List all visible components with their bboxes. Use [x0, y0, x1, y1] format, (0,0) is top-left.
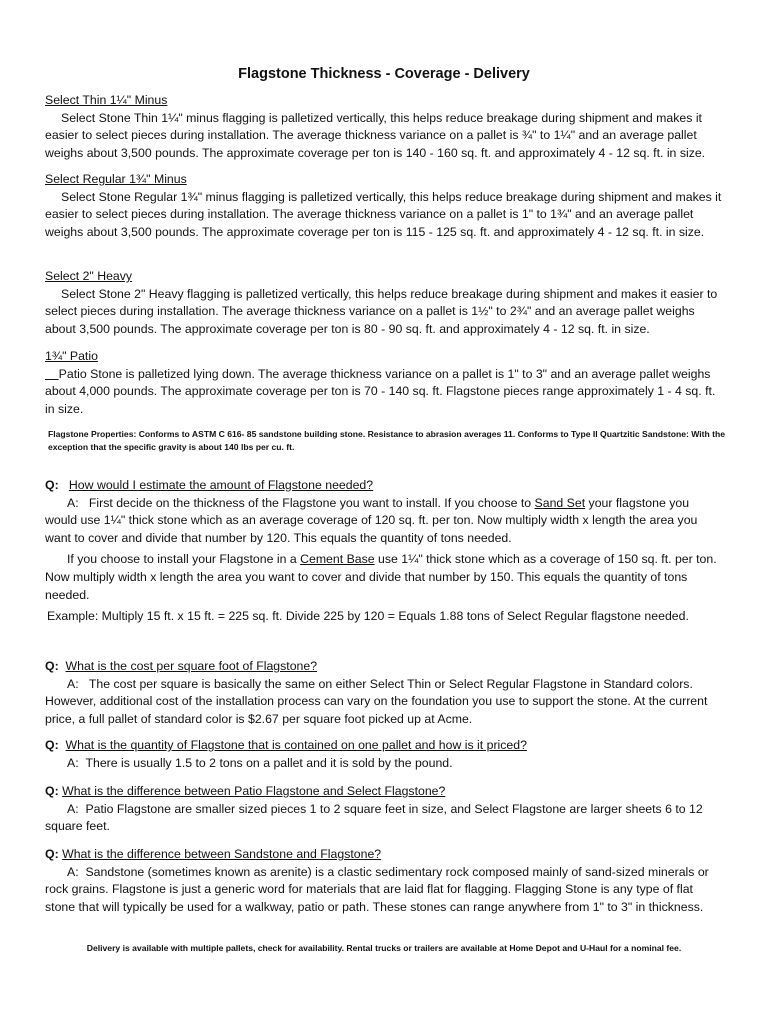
question-text: How would I estimate the amount of Flagstone needed?: [68, 478, 374, 492]
section-heading: Select Regular 1¾" Minus: [45, 172, 187, 186]
faq-question: Q: How would I estimate the amount of Flagstone needed?: [45, 478, 374, 492]
section-body-text: Patio Stone is palletized lying down. The average thickness variance on a pallet is 1" to 3" and an average pallet weighs about 4,000 pounds. The approximate coverage per ton is 70 - 140 sq. ft. Flagstone pieces range approximately 1 - 4 sq. ft. in size.: [45, 366, 716, 416]
faq-answer: A: The cost per square is basically the same on either Select Thin or Select Regular Flagstone in Standard colors. However, additional cost of the installation process can vary on the foundation you use to support the stone. At the current price, a full pallet of standard color is $2.67 per square foot picked up at Acme.: [45, 676, 708, 726]
faq-q1: [45, 477, 723, 626]
faq-question: Q: What is the cost per square foot of Flagstone?: [45, 659, 318, 673]
section-heading: Select Thin 1¼" Minus: [45, 93, 168, 107]
faq-q3: [45, 737, 723, 772]
faq-q4: [45, 783, 723, 836]
question-text: What is the quantity of Flagstone that is contained on one pallet and how is it priced?: [65, 738, 527, 752]
faq-answer: A: There is usually 1.5 to 2 tons on a pallet and it is sold by the pound.: [67, 755, 453, 770]
question-text: What is the cost per square foot of Flagstone?: [65, 659, 318, 673]
question-text: What is the difference between Sandstone and Flagstone?: [62, 847, 382, 861]
faq-answer-continued: If you choose to install your Flagstone in a Cement Base use 1¼" thick stone which as a coverage of 150 sq. ft. per ton. Now multiply width x length the area you want to cover and divide that number by 150. This equals the quantity of tons needed.: [45, 552, 717, 602]
section-select-heavy: [45, 268, 723, 338]
faq-q5: [45, 846, 723, 916]
faq-answer: A: Patio Flagstone are smaller sized pieces 1 to 2 square feet in size, and Select Flagstone are larger sheets 6 to 12 square feet.: [45, 801, 703, 834]
faq-question: Q: What is the difference between Patio Flagstone and Select Flagstone?: [45, 784, 446, 798]
section-select-regular: [45, 171, 723, 241]
page-title: Flagstone Thickness - Coverage - Delivery: [238, 66, 530, 82]
section-body: Select Stone Regular 1¾" minus flagging is palletized vertically, this helps reduce breakage during shipment and makes it easier to select pieces during installation. The average thickness variance on a pallet is 1" to 1¾" and an average pallet weighs about 3,500 pounds. The approximate coverage per ton is 115 - 125 sq. ft. and approximately 4 - 12 sq. ft. in size.: [45, 189, 722, 239]
section-body: Select Stone 2" Heavy flagging is palletized vertically, this helps reduce breakage during shipment and makes it easier to select pieces during installation. The average thickness variance on a pallet is 1½" to 2¾" and an average pallet weighs about 3,500 pounds. The approximate coverage per ton is 80 - 90 sq. ft. and approximately 4 - 12 sq. ft. in size.: [45, 286, 718, 336]
faq-answer: A: Sandstone (sometimes known as arenite) is a clastic sedimentary rock composed mainly of sand-sized minerals or rock grains. Flagstone is just a generic word for materials that are laid flat for flagging. Flagging Stone is any type of flat stone that will typically be used for a walkway, patio or path. These stones can range anywhere from 1" to 3" in thickness.: [45, 864, 709, 914]
question-text: What is the difference between Patio Flagstone and Select Flagstone?: [62, 784, 446, 798]
faq-question: Q: What is the difference between Sandstone and Flagstone?: [45, 847, 382, 861]
blank-underline: [45, 367, 59, 381]
section-body: Select Stone Thin 1¼" minus flagging is palletized vertically, this helps reduce breakage during shipment and makes it easier to select pieces during installation. The average thickness variance on a pallet is ¾" to 1¼" and an average pallet weighs about 3,500 pounds. The approximate coverage per ton is 140 - 160 sq. ft. and approximately 4 - 12 sq. ft. in size.: [45, 110, 706, 160]
faq-question: Q: What is the quantity of Flagstone that is contained on one pallet and how is it priced?: [45, 738, 527, 752]
faq-example: Example: Multiply 15 ft. x 15 ft. = 225 sq. ft. Divide 225 by 120 = Equals 1.88 tons of Select Regular flagstone needed.: [47, 609, 689, 624]
delivery-footer-note: Delivery is available with multiple pallets, check for availability. Rental trucks or trailers are available at Home Depot and U-Haul for a nominal fee.: [86, 943, 682, 953]
sand-set-link[interactable]: Sand Set: [534, 495, 586, 510]
section-body: [45, 366, 723, 419]
faq-answer: A: First decide on the thickness of the Flagstone you want to install. If you choose to Sand Set your flagstone you would use 1¼" thick stone which as an average coverage of 120 sq. ft. per ton. Now multiply width x length the area you want to cover and divide that number by 120. This equals the quantity of tons needed.: [45, 495, 698, 545]
cement-base-link[interactable]: Cement Base: [300, 552, 375, 567]
section-heading: 1¾" Patio: [45, 349, 98, 363]
faq-q2: [45, 658, 723, 728]
flagstone-properties: Flagstone Properties: Conforms to ASTM C 616- 85 sandstone building stone. Resistance to abrasion averages 11. Conforms to Type II Quartzitic Sandstone: With the exception that the specific gravity is about 140 lbs per cu. ft.: [48, 429, 726, 452]
section-heading: Select 2" Heavy: [45, 269, 133, 283]
section-select-thin: [45, 92, 723, 162]
section-patio: [45, 348, 723, 418]
